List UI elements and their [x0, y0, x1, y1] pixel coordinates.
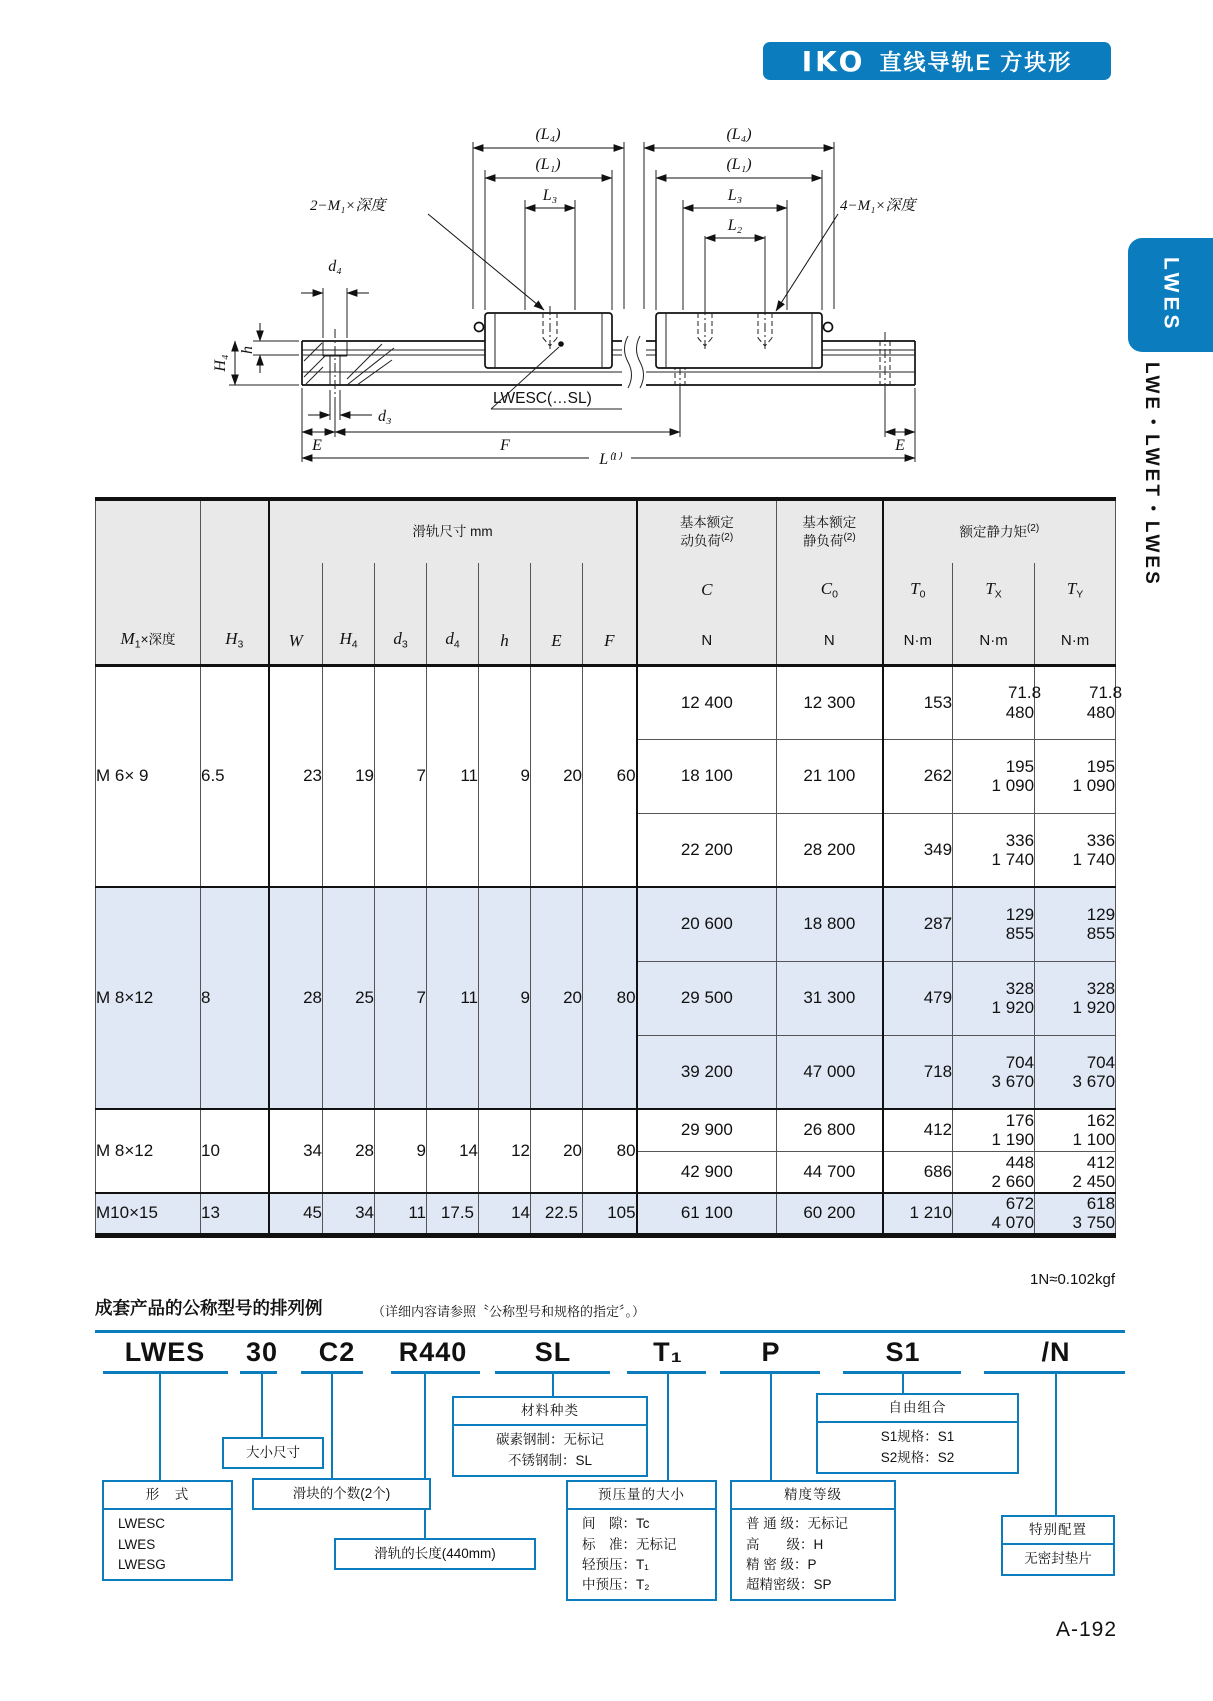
callout-line: 无密封垫片 [1024, 1551, 1092, 1567]
callout-combo: 自由组合 S1规格：S1 S2规格：S2 [816, 1393, 1019, 1474]
dim-l1-right: (L₁) [726, 156, 752, 173]
moment-ty: 71.8 480 [1035, 665, 1116, 739]
callout-line: 中预压：T₂ [582, 1577, 650, 1592]
moment-ty: 336 1 740 [1035, 813, 1116, 887]
moment-tx: 336 1 740 [953, 813, 1035, 887]
col-header-t0: $T_0$ [883, 563, 953, 617]
connector-line [424, 1374, 426, 1538]
dim-d3: 11 [375, 1193, 427, 1235]
dim-f: 105 [583, 1193, 637, 1235]
dim-w: 45 [269, 1193, 323, 1235]
unit-tx: N·m [953, 617, 1035, 665]
load-t0: 686 [883, 1151, 953, 1193]
col-header-ty: $T_Y$ [1035, 563, 1116, 617]
callout-line: 轻预压：T₁ [582, 1556, 649, 1572]
dim-h3: 6.5 [201, 665, 269, 887]
load-t0: 479 [883, 961, 953, 1035]
callout-line: 碳素钢制：无标记 [496, 1432, 604, 1448]
dim-h: 9 [479, 887, 531, 1109]
connector-line [1055, 1374, 1057, 1515]
callout-line: S1规格：S1 [880, 1429, 955, 1445]
dim-d4: 14 [427, 1109, 479, 1193]
col-header-e: E [531, 563, 583, 665]
load-c0: 18 800 [777, 887, 883, 961]
load-c0: 60 200 [777, 1193, 883, 1235]
dim-d3: 9 [375, 1109, 427, 1193]
dim-m1: M 8×12 [96, 1109, 201, 1193]
unit-c: N [637, 617, 777, 665]
dim-f: 60 [583, 665, 637, 887]
load-c0: 12 300 [777, 665, 883, 739]
dim-f: 80 [583, 1109, 637, 1193]
connector-line [552, 1374, 554, 1396]
spec-table-body [96, 665, 1123, 1235]
connector-line [667, 1374, 669, 1480]
dim-l1-left: (L₁) [535, 156, 561, 173]
unit-c0: N [777, 617, 883, 665]
callout-line: 间 隙：Tc [582, 1516, 650, 1532]
connector-line [159, 1374, 161, 1480]
grease-nipple-right [824, 323, 833, 332]
moment-tx: 176 1 190 [953, 1109, 1035, 1151]
col-header-tx: $T_X$ [953, 563, 1035, 617]
callout-2m1: 2−M₁×深度 [310, 198, 386, 214]
col-header-h3: $H_3$ [201, 499, 269, 665]
unit-conversion-note: 1N≈0.102kgf [1030, 1271, 1115, 1288]
code-length: R440 [398, 1337, 468, 1367]
col-group-static-load: 基本额定 静负荷$^{(2)}$ [777, 499, 883, 563]
dim-h: 12 [479, 1109, 531, 1193]
col-group-rail-dim: 滑轨尺寸 mm [269, 499, 637, 563]
callout-length: 滑轨的长度(440mm) [334, 1538, 536, 1570]
dim-h4: 25 [323, 887, 375, 1109]
moment-ty: 704 3 670 [1035, 1035, 1116, 1109]
connector-line [902, 1374, 904, 1393]
series-tab-label: LWES [1159, 257, 1183, 333]
dim-e: 20 [531, 665, 583, 887]
moment-ty: 618 3 750 [1035, 1193, 1116, 1235]
moment-ty: 412 2 450 [1035, 1151, 1116, 1193]
col-header-d4: $d_4$ [427, 563, 479, 665]
moment-ty: 162 1 100 [1035, 1109, 1116, 1151]
code-underline [103, 1371, 228, 1374]
load-t0: 412 [883, 1109, 953, 1151]
load-c0: 26 800 [777, 1109, 883, 1151]
block-left [485, 313, 612, 368]
dim-l3-right: L₃ [727, 187, 743, 204]
load-c: 29 500 [637, 961, 777, 1035]
load-t0: 262 [883, 739, 953, 813]
callout-size: 大小尺寸 [222, 1437, 324, 1469]
callout-type: 形 式 LWESC LWES LWESG [102, 1480, 233, 1581]
moment-tx: 195 1 090 [953, 739, 1035, 813]
dim-h: 14 [479, 1193, 531, 1235]
dim-d3: 7 [375, 887, 427, 1109]
code-precision: P [761, 1337, 781, 1367]
moment-ty: 195 1 090 [1035, 739, 1116, 813]
dim-f: 80 [583, 887, 637, 1109]
dim-w: 23 [269, 665, 323, 887]
dim-d4: 11 [427, 665, 479, 887]
dim-l2: L₂ [727, 217, 743, 234]
load-c: 20 600 [637, 887, 777, 961]
dim-m1: M10×15 [96, 1193, 201, 1235]
dim-m1: M 8×12 [96, 887, 201, 1109]
callout-preload: 预压量的大小 间 隙：Tc 标 准：无标记 轻预压：T₁ 中预压：T₂ [566, 1480, 717, 1601]
code-special: /N [1041, 1337, 1071, 1367]
designation-subtitle: （详细内容请参照〝公称型号和规格的指定〞。） [372, 1304, 646, 1319]
col-group-dynamic-load: 基本额定 动负荷$^{(2)}$ [637, 499, 777, 563]
dim-h: 9 [479, 665, 531, 887]
callout-line: 超精密级：SP [746, 1577, 832, 1592]
load-t0: 1 210 [883, 1193, 953, 1235]
load-c0: 21 100 [777, 739, 883, 813]
callout-line: 标 准：无标记 [582, 1536, 677, 1552]
col-group-static-moment: 额定静力矩$^{(2)}$ [883, 499, 1116, 563]
code-blocks: C2 [318, 1337, 356, 1367]
moment-tx: 704 3 670 [953, 1035, 1035, 1109]
page-title: 直线导轨E 方块形 [879, 49, 1073, 75]
dim-d4: d₄ [328, 258, 342, 275]
unit-t0: N·m [883, 617, 953, 665]
dim-e: 22.5 [531, 1193, 583, 1235]
dim-h4: 28 [323, 1109, 375, 1193]
series-tab [1128, 238, 1213, 352]
col-header-w: W [269, 563, 323, 665]
code-series: LWES [124, 1337, 206, 1367]
grease-nipple-left [475, 323, 484, 332]
callout-line: S2规格：S2 [880, 1449, 955, 1465]
unit-ty: N·m [1035, 617, 1116, 665]
callout-line: 普 通 级：无标记 [746, 1516, 849, 1532]
load-c0: 44 700 [777, 1151, 883, 1193]
moment-tx: 328 1 920 [953, 961, 1035, 1035]
dim-h: h [239, 346, 256, 354]
col-header-h: h [479, 563, 531, 665]
code-underline [240, 1371, 277, 1374]
callout-line: 高 级：H [746, 1536, 824, 1552]
dim-d4: 17.5 [427, 1193, 479, 1235]
dim-d3: 7 [375, 665, 427, 887]
dim-d4: 11 [427, 887, 479, 1109]
dim-l4-left: (L₄) [535, 126, 561, 143]
moment-tx: 448 2 660 [953, 1151, 1035, 1193]
dim-l-total: L⁽¹⁾ [599, 451, 621, 468]
dim-l3-left: L₃ [542, 187, 558, 204]
load-c0: 47 000 [777, 1035, 883, 1109]
load-t0: 718 [883, 1035, 953, 1109]
col-header-m1: $M_1\times$深度 [96, 499, 201, 665]
moment-tx: 71.8 480 [953, 665, 1035, 739]
load-c: 12 400 [637, 665, 777, 739]
callout-4m1: 4−M₁×深度 [840, 198, 916, 214]
moment-ty: 328 1 920 [1035, 961, 1116, 1035]
load-c: 22 200 [637, 813, 777, 887]
callout-precision: 精度等级 普 通 级：无标记 高 级：H 精 密 级：P 超精密级：SP [730, 1480, 896, 1601]
dim-h4: 19 [323, 665, 375, 887]
load-t0: 287 [883, 887, 953, 961]
callout-line: LWESC [118, 1516, 166, 1532]
dim-e-right: E [895, 437, 905, 454]
load-t0: 349 [883, 813, 953, 887]
col-header-h4: $H_4$ [323, 563, 375, 665]
col-header-f: F [583, 563, 637, 665]
load-c: 39 200 [637, 1035, 777, 1109]
load-c0: 31 300 [777, 961, 883, 1035]
dim-l4-right: (L₄) [726, 126, 752, 143]
code-preload: T₁ [653, 1337, 683, 1367]
code-size: 30 [245, 1337, 279, 1367]
dim-h3: 13 [201, 1193, 269, 1235]
dim-h4: H₄ [212, 354, 229, 372]
callout-line: 精 密 级：P [746, 1556, 817, 1572]
load-c: 29 900 [637, 1109, 777, 1151]
dim-f: F [500, 437, 510, 454]
moment-ty: 129 855 [1035, 887, 1116, 961]
moment-tx: 672 4 070 [953, 1193, 1035, 1235]
dim-e: 20 [531, 887, 583, 1109]
load-c: 42 900 [637, 1151, 777, 1193]
designation-rule [95, 1330, 1125, 1333]
load-c0: 28 200 [777, 813, 883, 887]
header-banner [763, 42, 1111, 80]
dim-m1: M 6× 9 [96, 665, 201, 887]
code-combo: S1 [885, 1337, 921, 1367]
iko-logo: IKO [801, 44, 866, 78]
callout-material: 材料种类 碳素钢制：无标记 不锈钢制：SL [452, 1396, 648, 1477]
callout-blocks: 滑块的个数(2个) [252, 1478, 431, 1510]
load-c: 61 100 [637, 1193, 777, 1235]
dim-w: 28 [269, 887, 323, 1109]
dim-e: 20 [531, 1109, 583, 1193]
col-header-c0: $C_0$ [777, 563, 883, 617]
page-number: A-192 [1056, 1618, 1118, 1641]
callout-special: 特别配置 无密封垫片 [1001, 1515, 1115, 1576]
dim-w: 34 [269, 1109, 323, 1193]
connector-line [770, 1374, 772, 1480]
connector-line [331, 1374, 333, 1478]
section-hatch [304, 343, 394, 385]
dim-d3: d₃ [378, 408, 392, 425]
block-type-label: LWESC(…SL) [493, 390, 592, 407]
dim-h4: 34 [323, 1193, 375, 1235]
load-t0: 153 [883, 665, 953, 739]
dim-h3: 8 [201, 887, 269, 1109]
connector-line [261, 1374, 263, 1437]
load-c: 18 100 [637, 739, 777, 813]
designation-title: 成套产品的公称型号的排列例 [95, 1298, 323, 1318]
spec-table [95, 497, 1123, 1238]
code-underline [391, 1371, 480, 1374]
technical-drawing [95, 110, 1035, 486]
callout-line: 不锈钢制：SL [507, 1452, 592, 1468]
moment-tx: 129 855 [953, 887, 1035, 961]
callout-line: LWES [118, 1536, 156, 1552]
col-header-c: C [637, 563, 777, 617]
dim-h3: 10 [201, 1109, 269, 1193]
col-header-d3: $d_3$ [375, 563, 427, 665]
callout-line: LWESG [118, 1556, 166, 1572]
series-index-label: LWE・LWET・LWES [1141, 362, 1162, 587]
dim-e-left: E [312, 437, 322, 454]
block-right [656, 313, 822, 368]
code-material: SL [534, 1337, 572, 1367]
